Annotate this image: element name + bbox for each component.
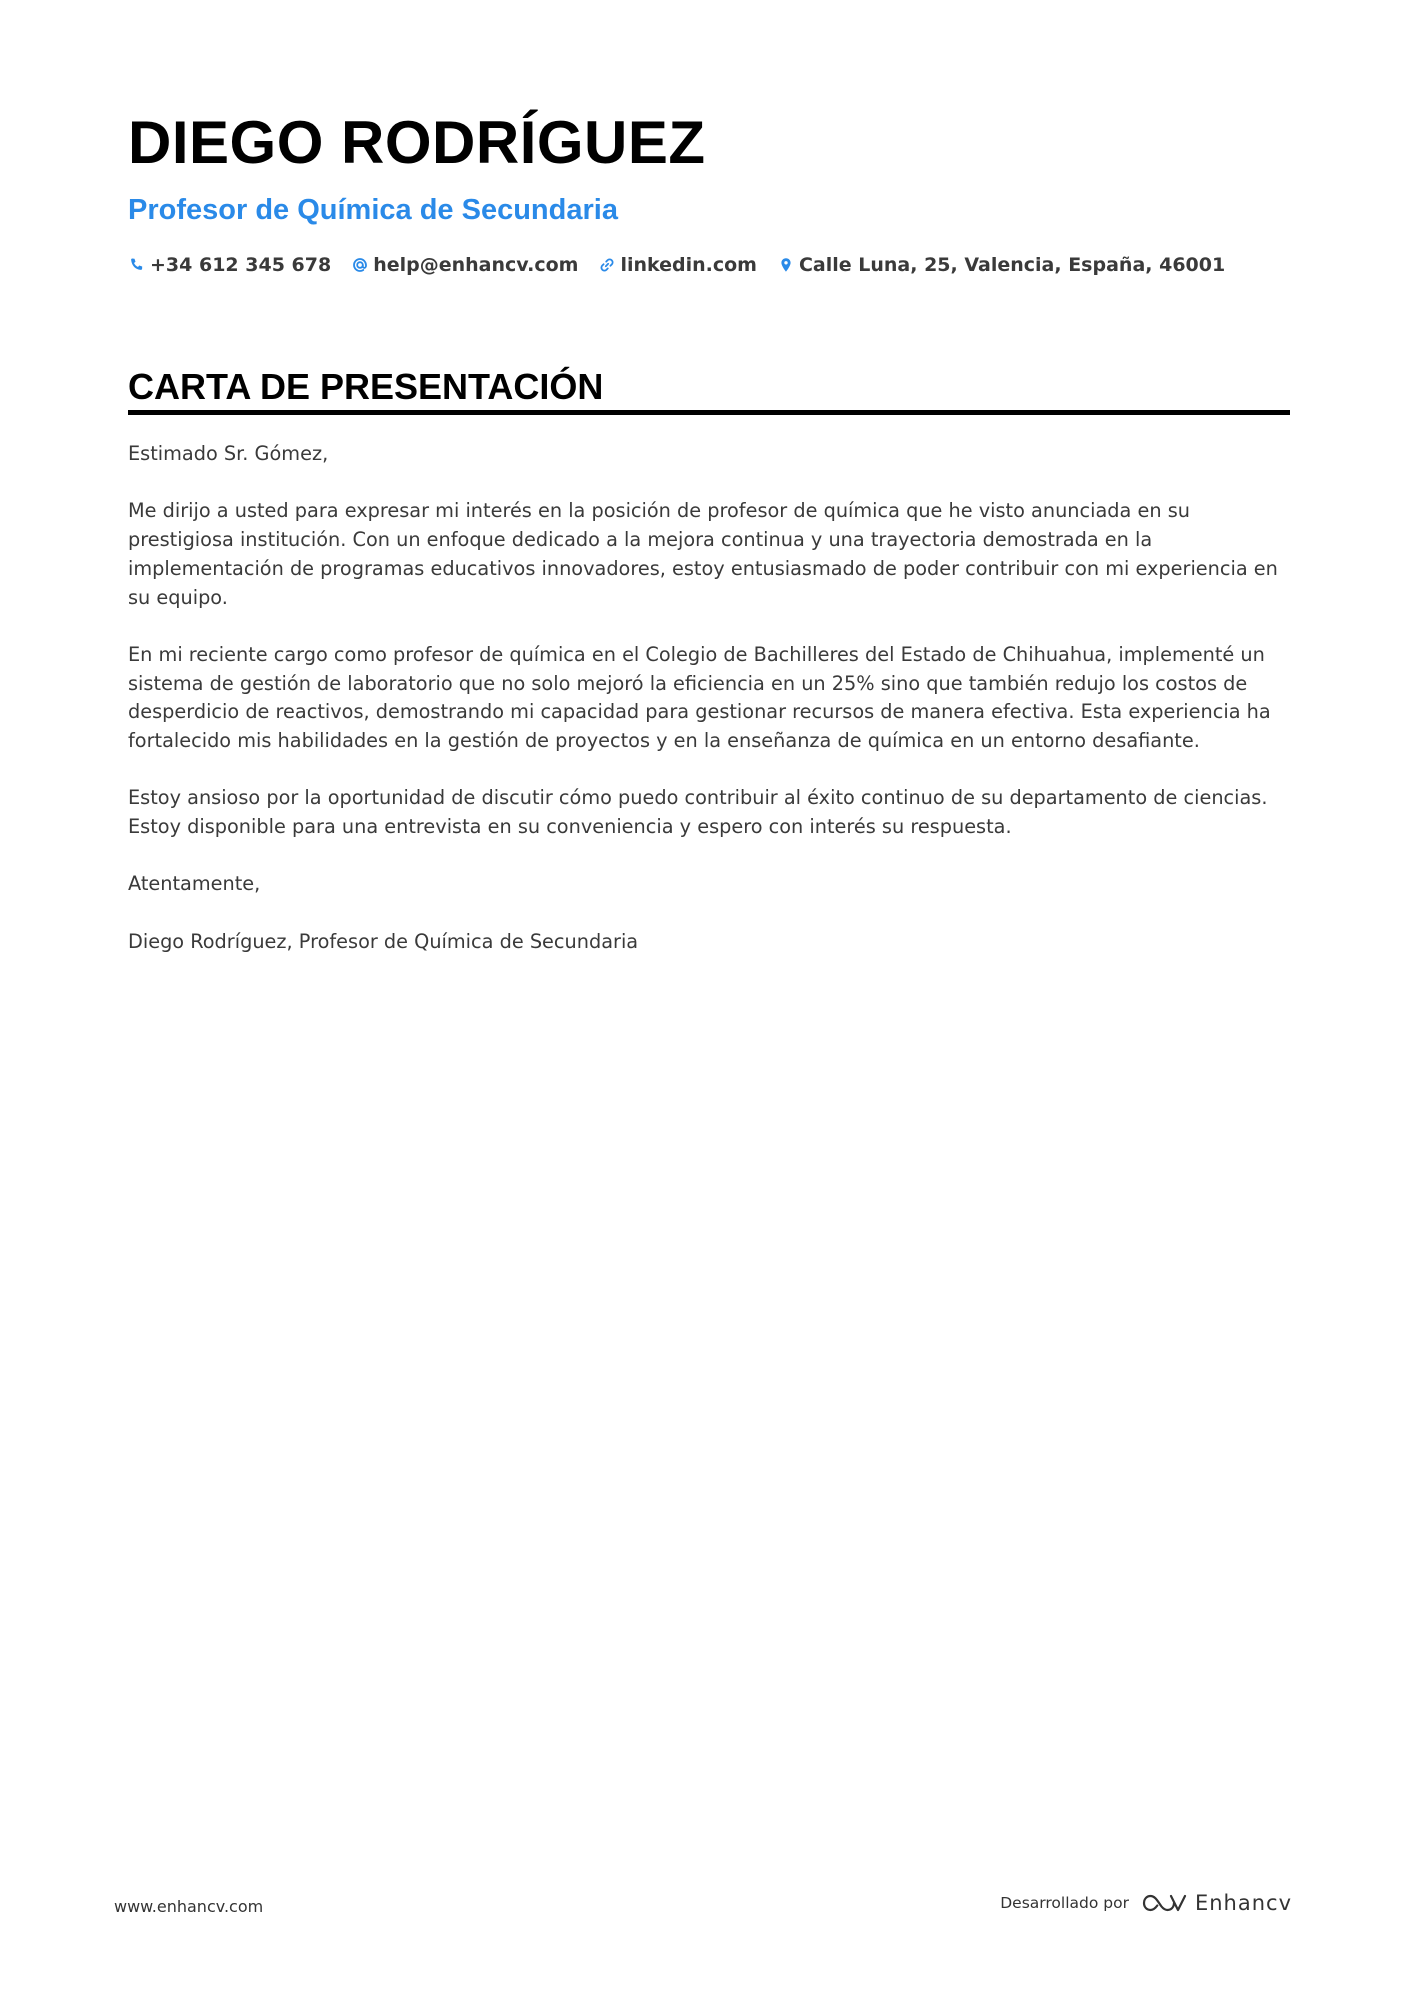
- powered-by-label: Desarrollado por: [1000, 1894, 1129, 1912]
- footer-url[interactable]: www.enhancv.com: [114, 1897, 264, 1916]
- letter-paragraph: Me dirijo a usted para expresar mi interés en la posición de profesor de química que he visto anunciada en su prestigiosa institución. Con un enfoque dedicado a la mejora continua y una trayectoria demostrada en la implementación de programas educativos innovadores, estoy entusiasmado de poder contribuir con mi experiencia en su equipo.: [128, 499, 1278, 609]
- letter-signature: Diego Rodríguez, Profesor de Química de Secundaria: [128, 929, 639, 953]
- letter-paragraph: Estoy ansioso por la oportunidad de discutir cómo puedo contribuir al éxito continuo de su departamento de ciencias. Estoy disponible para una entrevista en su conveniencia y espero con interés su respuesta.: [128, 786, 1268, 839]
- contact-email[interactable]: [351, 254, 578, 276]
- contact-info: [128, 254, 1245, 276]
- footer-brand: [1000, 1890, 1292, 1916]
- link-icon: [598, 256, 616, 274]
- letter-closing: Atentamente,: [128, 872, 261, 896]
- section-title: CARTA DE PRESENTACIÓN: [128, 366, 604, 407]
- letter-greeting: Estimado Sr. Gómez,: [128, 442, 329, 465]
- candidate-name: DIEGO RODRÍGUEZ: [128, 109, 706, 176]
- letter-paragraph: En mi reciente cargo como profesor de química en el Colegio de Bachilleres del Estado de Chihuahua, implementé un sistema de gestión de laboratorio que no solo mejoró la eficiencia en un 25% sino que también redujo los costos de desperdicio de reactivos, demostrando mi capacidad para gestionar recursos de manera efectiva. Esta experiencia ha fortalecido mis habilidades en la gestión de proyectos y en la enseñanza de química en un entorno desafiante.: [128, 642, 1271, 752]
- letter-body: [128, 440, 1290, 985]
- section-divider: [128, 410, 1290, 415]
- job-title: Profesor de Química de Secundaria: [128, 194, 618, 226]
- location-pin-icon: [777, 256, 795, 274]
- brand-name: Enhancv: [1194, 1891, 1292, 1915]
- phone-icon: [128, 256, 146, 274]
- address-text: Calle Luna, 25, Valencia, España, 46001: [798, 254, 1226, 276]
- contact-phone: [128, 254, 331, 276]
- at-icon: [351, 256, 369, 274]
- email-text[interactable]: help@enhancv.com: [373, 254, 579, 276]
- phone-text: +34 612 345 678: [150, 254, 332, 276]
- contact-linkedin[interactable]: [598, 254, 757, 276]
- enhancv-logo-icon: [1141, 1890, 1187, 1916]
- contact-address: [777, 254, 1225, 276]
- linkedin-text[interactable]: linkedin.com: [620, 254, 757, 276]
